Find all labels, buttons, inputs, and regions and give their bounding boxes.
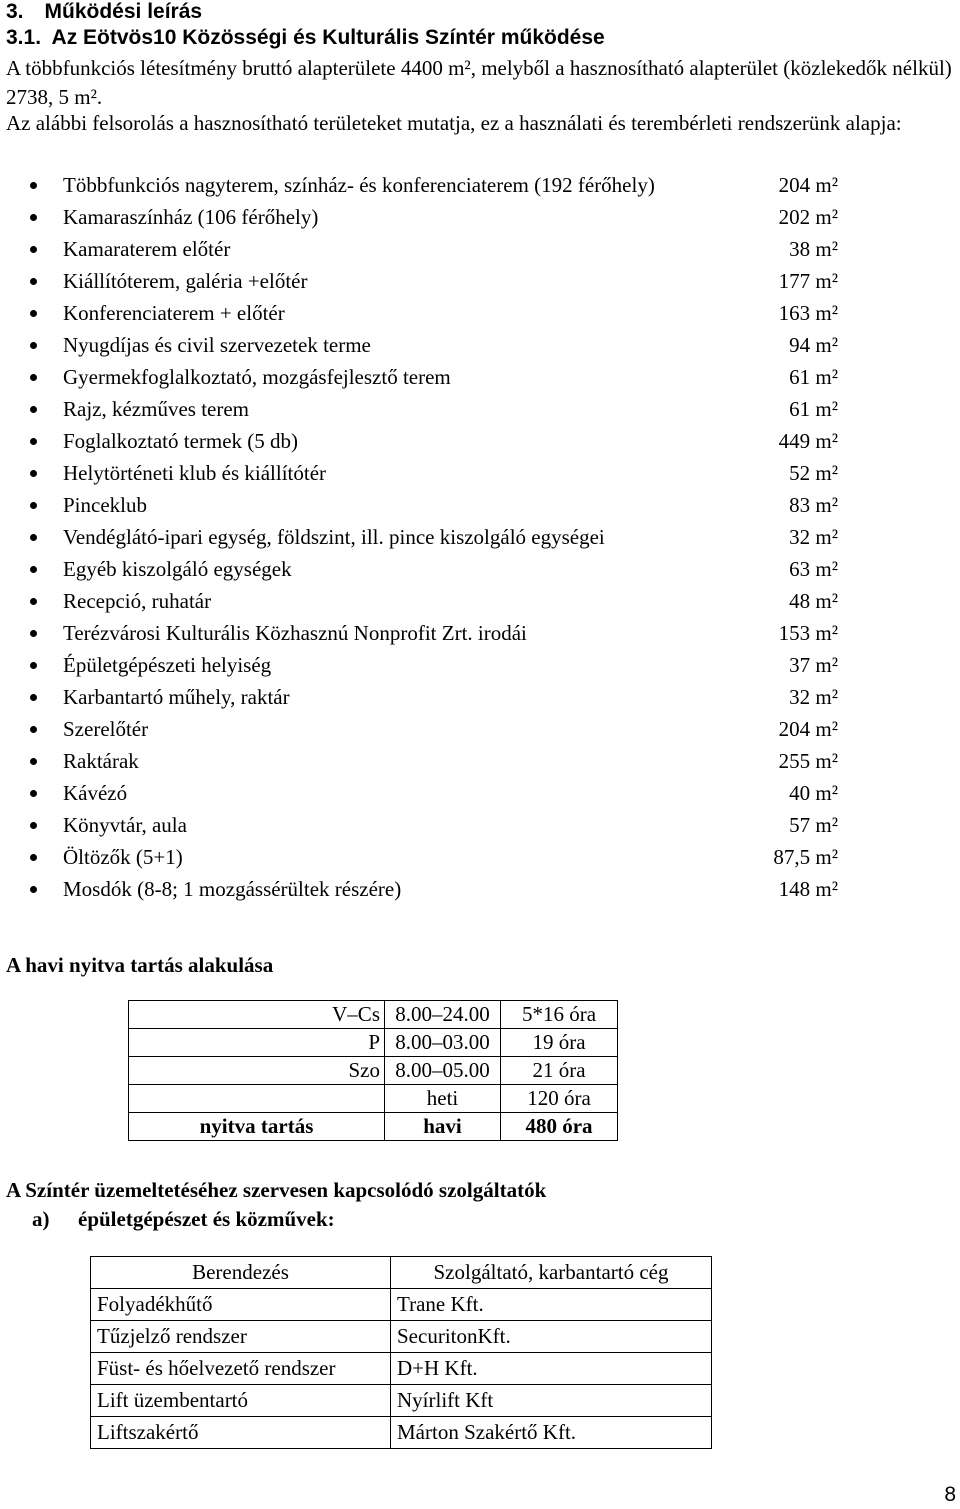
area-name: Gyermekfoglalkoztató, mozgásfejlesztő terem — [63, 365, 451, 389]
list-item — [30, 425, 850, 457]
table-row — [91, 1289, 712, 1321]
area-value: 204 m² — [778, 173, 838, 197]
table-cell: heti — [385, 1085, 501, 1113]
table-cell: V–Cs — [129, 1001, 385, 1029]
list-item — [30, 457, 850, 489]
area-name: Pinceklub — [63, 493, 147, 517]
area-value: 32 m² — [789, 685, 838, 709]
table-cell — [129, 1085, 385, 1113]
table-cell: Trane Kft. — [391, 1289, 712, 1321]
table-cell: SecuritonKft. — [391, 1321, 712, 1353]
list-item — [30, 841, 850, 873]
area-name: Könyvtár, aula — [63, 813, 187, 837]
table-cell: Szo — [129, 1057, 385, 1085]
area-value: 255 m² — [778, 749, 838, 773]
bullet-icon — [30, 662, 37, 669]
table-cell: Tűzjelző rendszer — [91, 1321, 391, 1353]
bullet-icon — [30, 566, 37, 573]
list-item — [30, 265, 850, 297]
area-name: Többfunkciós nagyterem, színház- és konferenciaterem (192 férőhely) — [63, 173, 655, 197]
bullet-icon — [30, 534, 37, 541]
area-name: Épületgépészeti helyiség — [63, 653, 272, 677]
area-name: Mosdók (8-8; 1 mozgássérültek részére) — [63, 877, 402, 901]
list-item — [30, 809, 850, 841]
table-header-row — [91, 1257, 712, 1289]
table-cell: nyitva tartás — [129, 1113, 385, 1141]
area-value: 37 m² — [789, 653, 838, 677]
bullet-icon — [30, 758, 37, 765]
list-item — [30, 617, 850, 649]
area-name: Kiállítóterem, galéria +előtér — [63, 269, 308, 293]
area-value: 61 m² — [789, 365, 838, 389]
subheading-label: a) — [32, 1207, 50, 1231]
list-item — [30, 745, 850, 777]
area-value: 57 m² — [789, 813, 838, 837]
bullet-icon — [30, 406, 37, 413]
column-header: Szolgáltató, karbantartó cég — [391, 1257, 712, 1289]
page-number: 8 — [944, 1483, 956, 1506]
opening-hours-table — [128, 1000, 618, 1141]
hours-heading: A havi nyitva tartás alakulása — [6, 953, 274, 977]
list-item — [30, 233, 850, 265]
bullet-icon — [30, 246, 37, 253]
table-row — [91, 1417, 712, 1449]
services-table — [90, 1256, 712, 1449]
services-heading: A Színtér üzemeltetéséhez szervesen kapcsolódó szolgáltatók — [6, 1178, 547, 1202]
table-cell: Lift üzembentartó — [91, 1385, 391, 1417]
list-item — [30, 553, 850, 585]
table-row-total — [129, 1113, 618, 1141]
list-item — [30, 681, 850, 713]
table-cell: 8.00–05.00 — [385, 1057, 501, 1085]
bullet-icon — [30, 598, 37, 605]
table-cell: Folyadékhűtő — [91, 1289, 391, 1321]
area-value: 87,5 m² — [773, 845, 838, 869]
area-name: Szerelőtér — [63, 717, 149, 741]
table-cell: 480 óra — [501, 1113, 618, 1141]
area-value: 32 m² — [789, 525, 838, 549]
area-name: Kamaraszínház (106 férőhely) — [63, 205, 319, 229]
area-value: 63 m² — [789, 557, 838, 581]
area-name: Nyugdíjas és civil szervezetek terme — [63, 333, 371, 357]
table-cell: 19 óra — [501, 1029, 618, 1057]
bullet-icon — [30, 854, 37, 861]
list-item — [30, 297, 850, 329]
area-name: Kamaraterem előtér — [63, 237, 231, 261]
area-value: 38 m² — [789, 237, 838, 261]
bullet-icon — [30, 438, 37, 445]
subsection-heading: 3.1. Az Eötvös10 Közösségi és Kulturális Színtér működése — [6, 26, 605, 49]
list-item — [30, 329, 850, 361]
bullet-icon — [30, 502, 37, 509]
table-cell: Márton Szakértő Kft. — [391, 1417, 712, 1449]
area-name: Rajz, kézműves terem — [63, 397, 250, 421]
area-value: 163 m² — [778, 301, 838, 325]
list-item — [30, 201, 850, 233]
area-name: Konferenciaterem + előtér — [63, 301, 285, 325]
list-item — [30, 873, 850, 905]
table-cell: P — [129, 1029, 385, 1057]
table-cell: Liftszakértő — [91, 1417, 391, 1449]
services-subheading — [32, 1207, 335, 1232]
area-value: 148 m² — [778, 877, 838, 901]
list-item — [30, 585, 850, 617]
area-name: Karbantartó műhely, raktár — [63, 685, 290, 709]
bullet-icon — [30, 726, 37, 733]
column-header: Berendezés — [91, 1257, 391, 1289]
bullet-icon — [30, 374, 37, 381]
bullet-icon — [30, 342, 37, 349]
area-name: Öltözők (5+1) — [63, 845, 183, 869]
bullet-icon — [30, 790, 37, 797]
intro-paragraph-2: Az alábbi felsorolás a hasznosítható területeket mutatja, ez a használati és terembérleti rendszerünk alapja: — [6, 111, 902, 135]
subheading-text: épületgépészet és közművek: — [78, 1207, 335, 1231]
list-item — [30, 777, 850, 809]
table-row — [129, 1001, 618, 1029]
area-name: Egyéb kiszolgáló egységek — [63, 557, 292, 581]
area-list — [30, 169, 850, 905]
area-value: 61 m² — [789, 397, 838, 421]
area-name: Foglalkoztató termek (5 db) — [63, 429, 299, 453]
table-cell: D+H Kft. — [391, 1353, 712, 1385]
table-row — [129, 1057, 618, 1085]
list-item — [30, 713, 850, 745]
area-value: 52 m² — [789, 461, 838, 485]
bullet-icon — [30, 886, 37, 893]
area-value: 153 m² — [778, 621, 838, 645]
bullet-icon — [30, 278, 37, 285]
area-value: 177 m² — [778, 269, 838, 293]
area-value: 202 m² — [778, 205, 838, 229]
section-heading: 3. Működési leírás — [6, 0, 203, 23]
list-item — [30, 361, 850, 393]
list-item — [30, 489, 850, 521]
table-cell: 8.00–03.00 — [385, 1029, 501, 1057]
table-row — [91, 1353, 712, 1385]
bullet-icon — [30, 214, 37, 221]
area-value: 94 m² — [789, 333, 838, 357]
area-name: Kávézó — [63, 781, 128, 805]
area-value: 83 m² — [789, 493, 838, 517]
bullet-icon — [30, 182, 37, 189]
bullet-icon — [30, 310, 37, 317]
table-row — [91, 1321, 712, 1353]
table-cell: 120 óra — [501, 1085, 618, 1113]
table-cell: havi — [385, 1113, 501, 1141]
list-item — [30, 169, 850, 201]
table-row — [129, 1085, 618, 1113]
area-value: 48 m² — [789, 589, 838, 613]
bullet-icon — [30, 694, 37, 701]
bullet-icon — [30, 470, 37, 477]
list-item — [30, 521, 850, 553]
area-name: Recepció, ruhatár — [63, 589, 212, 613]
table-cell: 5*16 óra — [501, 1001, 618, 1029]
bullet-icon — [30, 630, 37, 637]
table-cell: 8.00–24.00 — [385, 1001, 501, 1029]
area-value: 204 m² — [778, 717, 838, 741]
area-value: 449 m² — [778, 429, 838, 453]
bullet-icon — [30, 822, 37, 829]
table-row — [129, 1029, 618, 1057]
table-cell: 21 óra — [501, 1057, 618, 1085]
list-item — [30, 393, 850, 425]
list-item — [30, 649, 850, 681]
area-name: Raktárak — [63, 749, 139, 773]
area-value: 40 m² — [789, 781, 838, 805]
table-cell: Füst- és hőelvezető rendszer — [91, 1353, 391, 1385]
area-name: Vendéglátó-ipari egység, földszint, ill. pince kiszolgáló egységei — [63, 525, 605, 549]
table-cell: Nyírlift Kft — [391, 1385, 712, 1417]
table-row — [91, 1385, 712, 1417]
area-name: Helytörténeti klub és kiállítótér — [63, 461, 327, 485]
area-name: Terézvárosi Kulturális Közhasznú Nonprofit Zrt. irodái — [63, 621, 527, 645]
intro-paragraph-1: A többfunkciós létesítmény bruttó alapterülete 4400 m², melyből a hasznosítható alapterület (közlekedők nélkül) 2738, 5 m². — [6, 56, 952, 109]
